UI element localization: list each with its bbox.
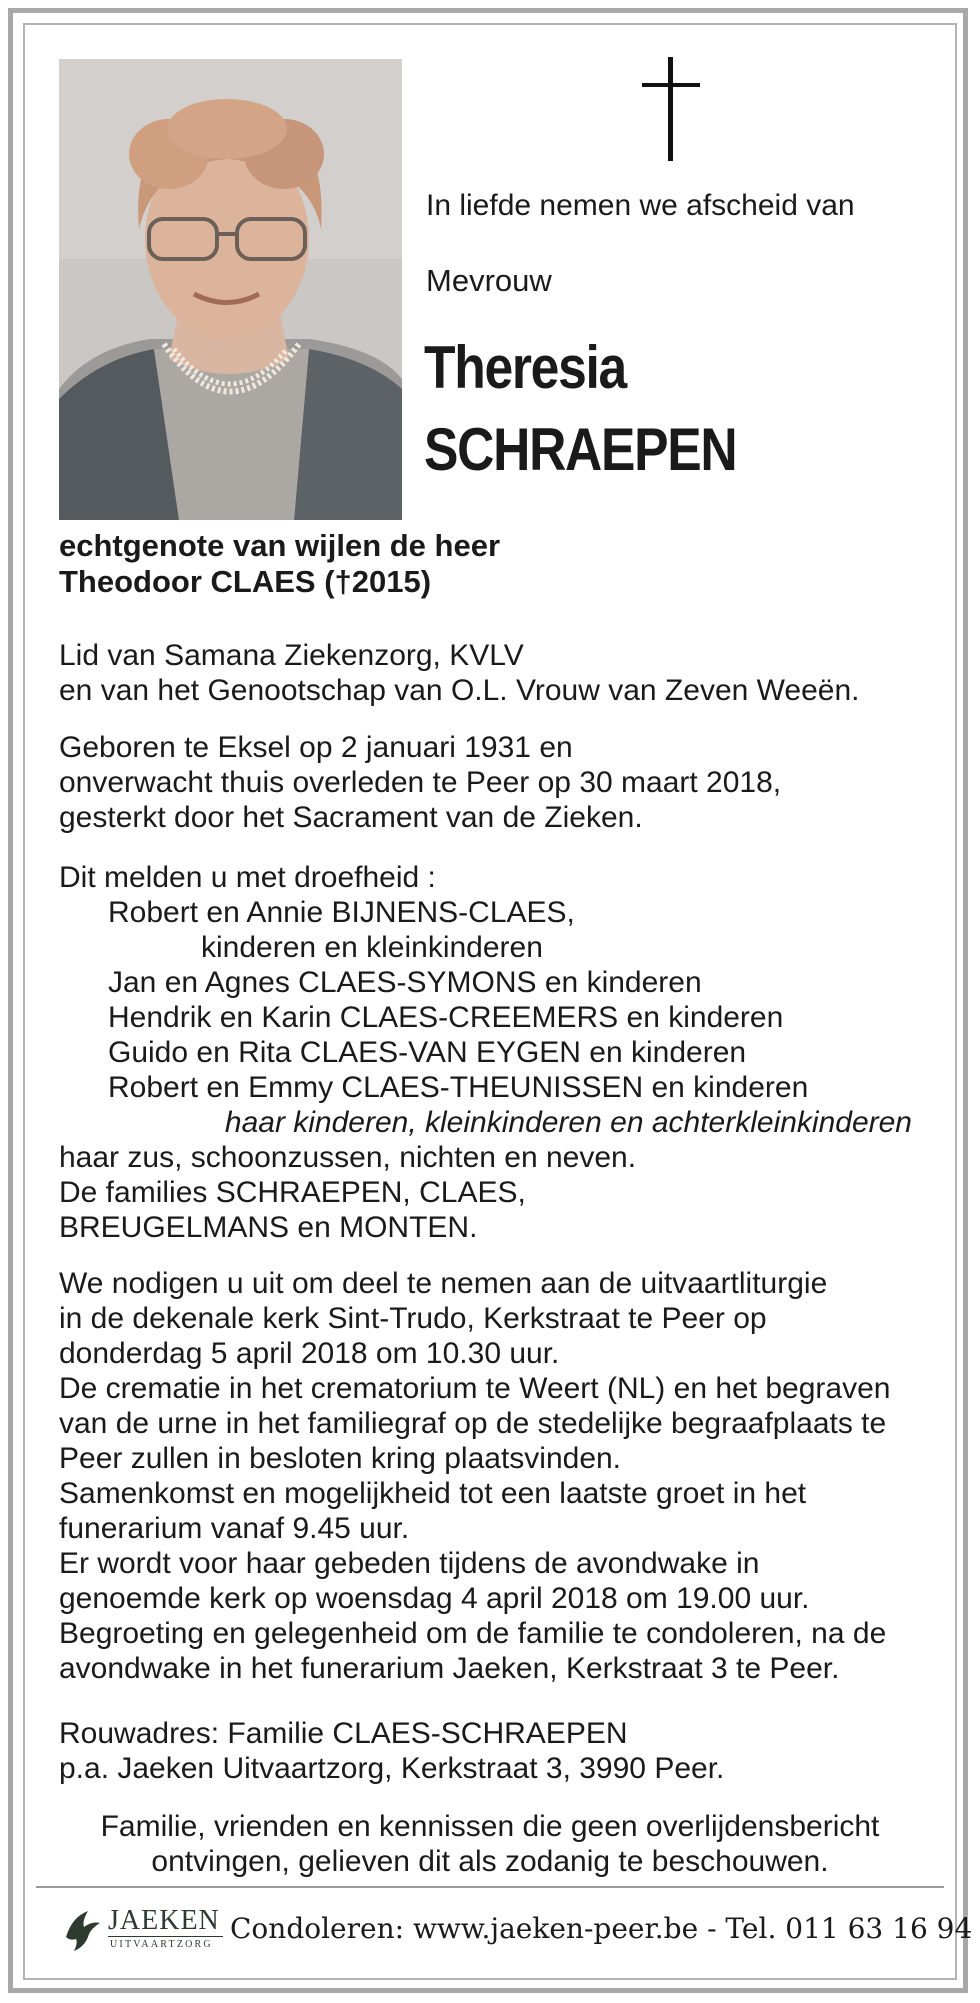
ceremony-line: Samenkomst en mogelijkheid tot een laatste groet in het [59, 1477, 807, 1510]
address-line: p.a. Jaeken Uitvaartzorg, Kerkstraat 3, 3990 Peer. [59, 1752, 725, 1785]
birth-death-section [59, 730, 939, 835]
condolence-contact[interactable]: Condoleren: www.jaeken-peer.be - Tel. 011 63 16 94 [230, 1912, 973, 1945]
ceremony-line: avondwake in het funerarium Jaeken, Kerkstraat 3 te Peer. [59, 1652, 840, 1685]
cross-icon [642, 57, 700, 161]
ceremony-line: Begroeting en gelegenheid om de familie te condoleren, na de [59, 1617, 887, 1650]
bird-logo-icon [62, 1907, 102, 1953]
ceremony-section [59, 1266, 939, 1686]
relatives-line: haar zus, schoonzussen, nichten en neven. [59, 1141, 637, 1174]
relatives-line: BREUGELMANS en MONTEN. [59, 1211, 478, 1244]
title-prefix: Mevrouw [426, 263, 552, 298]
deceased-first-name: Theresia [424, 334, 626, 401]
ceremony-line: De crematie in het crematorium te Weert (NL) en het begraven [59, 1372, 891, 1405]
mourners-intro: Dit melden u met droefheid : [59, 861, 436, 894]
spouse-line-2: Theodoor CLAES (†2015) [59, 564, 432, 599]
family-line: Jan en Agnes CLAES-SYMONS en kinderen [108, 966, 702, 999]
ceremony-line: Er wordt voor haar gebeden tijdens de avondwake in [59, 1547, 760, 1580]
ceremony-line: van de urne in het familiegraf op de stedelijke begraafplaats te [59, 1407, 887, 1440]
ceremony-line: genoemde kerk op woensdag 4 april 2018 om 19.00 uur. [59, 1582, 810, 1615]
family-line: Robert en Annie BIJNENS-CLAES, [108, 896, 575, 929]
birth-death-line: Geboren te Eksel op 2 januari 1931 en [59, 731, 573, 764]
birth-death-line: gesterkt door het Sacrament van de Zieken. [59, 801, 643, 834]
membership-line: en van het Genootschap van O.L. Vrouw van Zeven Weeën. [59, 674, 860, 707]
portrait-photo [59, 59, 402, 520]
logo-rule [108, 1936, 223, 1937]
deceased-last-name: SCHRAEPEN [424, 416, 737, 483]
spouse-line-1: echtgenote van wijlen de heer [59, 528, 501, 563]
membership-line: Lid van Samana Ziekenzorg, KVLV [59, 639, 524, 672]
notice-line: Familie, vrienden en kennissen die geen overlijdensbericht [100, 1810, 880, 1843]
membership-section [59, 638, 939, 708]
family-line: Robert en Emmy CLAES-THEUNISSEN en kinderen [108, 1071, 809, 1104]
ceremony-line: donderdag 5 april 2018 om 10.30 uur. [59, 1337, 560, 1370]
family-line: kinderen en kleinkinderen [201, 931, 543, 964]
relatives-line: De families SCHRAEPEN, CLAES, [59, 1176, 526, 1209]
family-line: Guido en Rita CLAES-VAN EYGEN en kinderen [108, 1036, 747, 1069]
ceremony-line: funerarium vanaf 9.45 uur. [59, 1512, 410, 1545]
logo-name: JAEKEN [108, 1905, 220, 1936]
mourners-section [59, 860, 939, 1245]
address-line: Rouwadres: Familie CLAES-SCHRAEPEN [59, 1717, 628, 1750]
footer-divider [36, 1886, 944, 1888]
ceremony-line: Peer zullen in besloten kring plaatsvinden. [59, 1442, 622, 1475]
intro-text: In liefde nemen we afscheid van [426, 189, 855, 222]
address-section [59, 1716, 939, 1786]
notice-line: ontvingen, gelieven dit als zodanig te beschouwen. [151, 1845, 829, 1878]
notice-section [36, 1809, 944, 1879]
birth-death-line: onverwacht thuis overleden te Peer op 30 maart 2018, [59, 766, 782, 799]
ceremony-line: We nodigen u uit om deel te nemen aan de uitvaartliturgie [59, 1267, 828, 1300]
jaeken-logo [62, 1903, 232, 1963]
ceremony-line: in de dekenale kerk Sint-Trudo, Kerkstraat te Peer op [59, 1302, 767, 1335]
family-line-grandchildren: haar kinderen, kleinkinderen en achterkleinkinderen [224, 1106, 912, 1139]
logo-subtitle: UITVAARTZORG [110, 1939, 213, 1950]
family-line: Hendrik en Karin CLAES-CREEMERS en kinderen [108, 1001, 784, 1034]
